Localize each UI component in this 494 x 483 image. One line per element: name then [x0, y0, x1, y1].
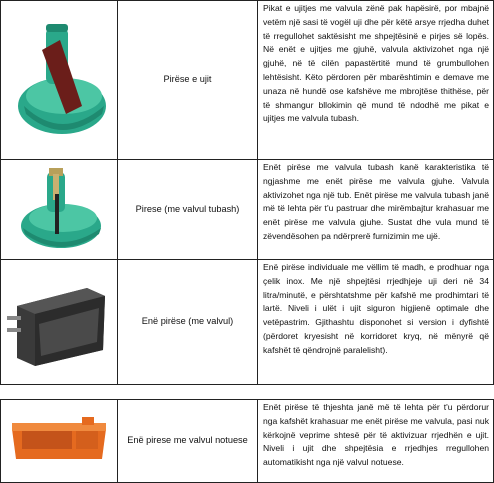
row-3-label-cell [117, 259, 258, 385]
stainless-steel-large-drinker-icon [3, 266, 115, 378]
row-4-image-cell [0, 399, 118, 483]
orange-float-valve-trough-icon [4, 411, 114, 471]
row-4-desc: Enët pirëse të thjeshta janë më të lehta për t'u përdorur nga kafshët krahasuar me enët pirëse me valvula, pasi nuk kërkojnë veprime shtesë për të aktivizuar rrjedhën e ujit. Niveli i ujit dhe shpejtësia e rrjedhjes rregullohen automatikisht nga një valvul notuese. [263, 402, 489, 468]
row-4-label-cell [117, 399, 258, 483]
row-4-desc-cell [257, 399, 494, 483]
green-water-bowl-with-pipe-valve-icon [9, 164, 109, 256]
row-3-desc: Enë pirëse individuale me vëllim të madh, e prodhuar nga çelik inox. Me një shpejtësi rrjedhjeje uji deri në 34 litra/minutë, e përshtatshme për kafshë me prodhimtari të lartë. Niveli i ulët i ujit siguron higjienë optimale dhe vetëpastrim. Gjithashtu disponohet si version i dyfishtë (përdoret kryesisht në korridoret kryq, në mënyrë që kafshët të qëndrojnë paralelisht). [263, 262, 489, 355]
row-1-label: Pirëse e ujit [163, 74, 212, 85]
row-3-label: Enë pirëse (me valvul) [141, 316, 234, 327]
row-2-label-cell [117, 159, 258, 260]
row-2-desc: Enët pirëse me valvula tubash kanë karakteristika të ngjashme me enët pirëse me valvula gjuhe. Valvula aktivizohet nga një tub. Enët pirëse me valvula tubash janë më të lehta për t'u pastruar dhe mirëmbajtur krahasuar me enët pirëse me valvula gjuhe. Sustat dhe vula mund të zëvendësohen pa ndërprerë furnizimin me ujë. [263, 162, 489, 241]
row-1-desc: Pikat e ujitjes me valvula zënë pak hapësirë, por mbajnë vetëm një sasi të vogël uji dhe për këtë arsye rrjedha duhet të rregullohet saktësisht me shpejtësinë e pirjes së lopës. Në enët e ujitjes me gjuhë, valvula aktivizohet nga një gjuhë, në të cilën papastërtitë mund të grumbullohen lehtësisht. Këto përdoren për mbarështimin e demave me unaza në hundë ose kafshëve me mbrojtëse thithëse, për të shmangur bllokimin që mund të ndodhë me pikat e ujitjes me valvula tubash. [263, 3, 489, 124]
row-2-label: Pirese (me valvul tubash) [135, 203, 240, 214]
green-water-bowl-with-tongue-valve-icon [4, 10, 114, 150]
row-4-label: Enë pirese me valvul notuese [127, 435, 248, 446]
row-1-desc-cell [257, 0, 494, 160]
row-1-image-cell [0, 0, 118, 160]
row-1-label-cell [117, 0, 258, 160]
row-3-image-cell [0, 259, 118, 385]
row-2-desc-cell [257, 159, 494, 260]
row-2-image-cell [0, 159, 118, 260]
row-3-desc-cell [257, 259, 494, 385]
